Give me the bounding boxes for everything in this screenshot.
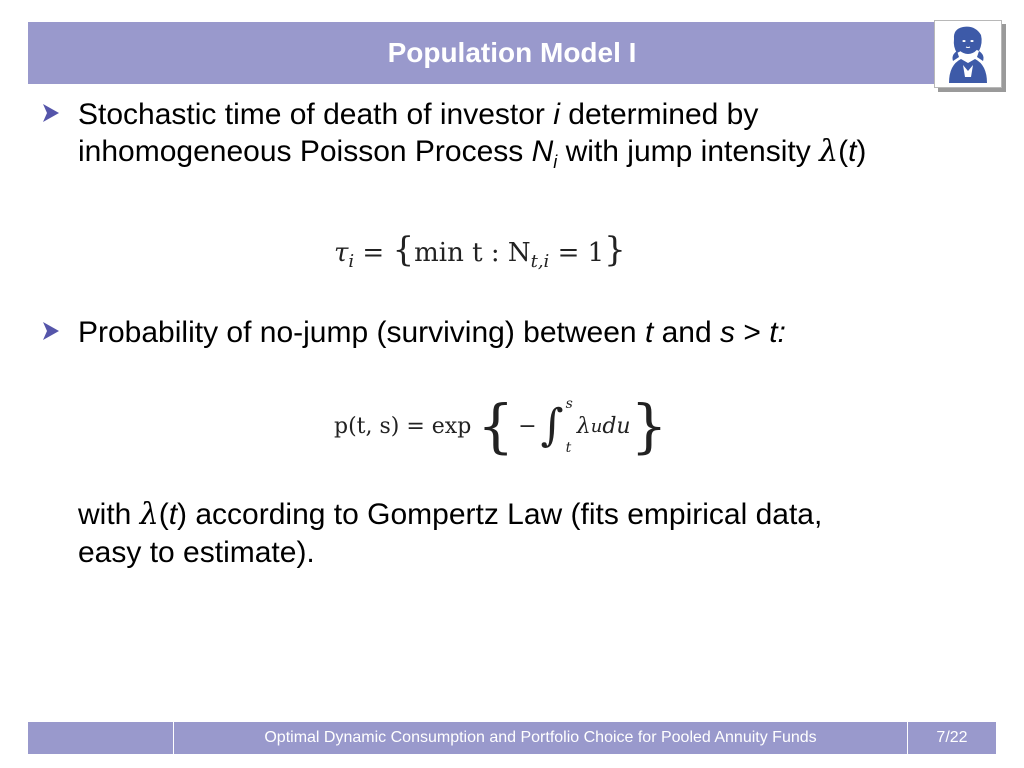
- math-du: du: [602, 413, 631, 439]
- math-lambda: λ: [576, 413, 591, 439]
- page-number: 7/22: [936, 729, 968, 746]
- text-span: easy to estimate).: [78, 536, 315, 569]
- math-N: N: [531, 135, 554, 168]
- integral-limits: [566, 396, 573, 456]
- math-i: i: [553, 98, 560, 131]
- math-eq: =: [354, 238, 393, 268]
- university-logo: [934, 20, 1002, 88]
- bullet-text: [78, 314, 978, 351]
- math-lhs: p(t, s) = exp: [334, 413, 472, 439]
- math-t: t: [848, 135, 857, 168]
- math-brace: }: [630, 392, 668, 460]
- math-sub: t,i: [530, 251, 550, 273]
- text-span: Stochastic time of death of investor: [78, 98, 554, 131]
- survival-probability-formula: [334, 392, 668, 460]
- math-sub-i: i: [553, 152, 558, 172]
- math-body: min t : N: [414, 238, 531, 268]
- death-time-formula: [334, 230, 626, 272]
- text-span: inhomogeneous Poisson Process: [78, 135, 532, 168]
- math-sub: i: [348, 251, 355, 273]
- text-span: (: [838, 135, 849, 168]
- math-sub: u: [590, 415, 603, 437]
- math-lower-limit: t: [565, 440, 572, 456]
- text-span: (: [158, 498, 169, 531]
- math-upper-limit: s: [565, 396, 573, 412]
- math-integral: ∫: [540, 400, 564, 451]
- arrow-bullet-icon: [40, 102, 62, 124]
- footer-bar: [28, 722, 996, 754]
- math-lambda: λ: [139, 497, 159, 532]
- arrow-bullet-icon: [40, 320, 62, 342]
- goethe-portrait-icon: [935, 21, 1001, 87]
- slide-title: Population Model I: [387, 37, 637, 68]
- math-brace: {: [392, 230, 415, 270]
- footer-left-segment: [28, 722, 174, 754]
- text-span: Probability of no-jump (surviving) between: [78, 316, 645, 349]
- gompertz-paragraph: [78, 496, 958, 572]
- text-span: ): [856, 135, 867, 168]
- bullet-text: [78, 96, 978, 181]
- text-span: >: [735, 316, 770, 349]
- math-minus: −: [518, 413, 537, 439]
- math-brace: {: [477, 392, 515, 460]
- math-rhs: = 1: [549, 238, 605, 268]
- math-t: t: [644, 316, 654, 349]
- text-span: determined by: [559, 98, 759, 131]
- footer-title: Optimal Dynamic Consumption and Portfolio Choice for Pooled Annuity Funds: [174, 722, 908, 754]
- text-span: with: [78, 498, 140, 531]
- math-lambda: λ: [819, 134, 839, 169]
- math-t: t: [168, 498, 178, 531]
- math-brace: }: [604, 230, 626, 270]
- math-s: s: [720, 316, 736, 349]
- text-span: with jump intensity: [557, 135, 820, 168]
- math-t: t:: [769, 316, 786, 349]
- title-bar: [28, 22, 996, 84]
- text-span: and: [653, 316, 721, 349]
- text-span: ) according to Gompertz Law (fits empirical data,: [177, 498, 823, 531]
- math-tau: τ: [334, 238, 349, 268]
